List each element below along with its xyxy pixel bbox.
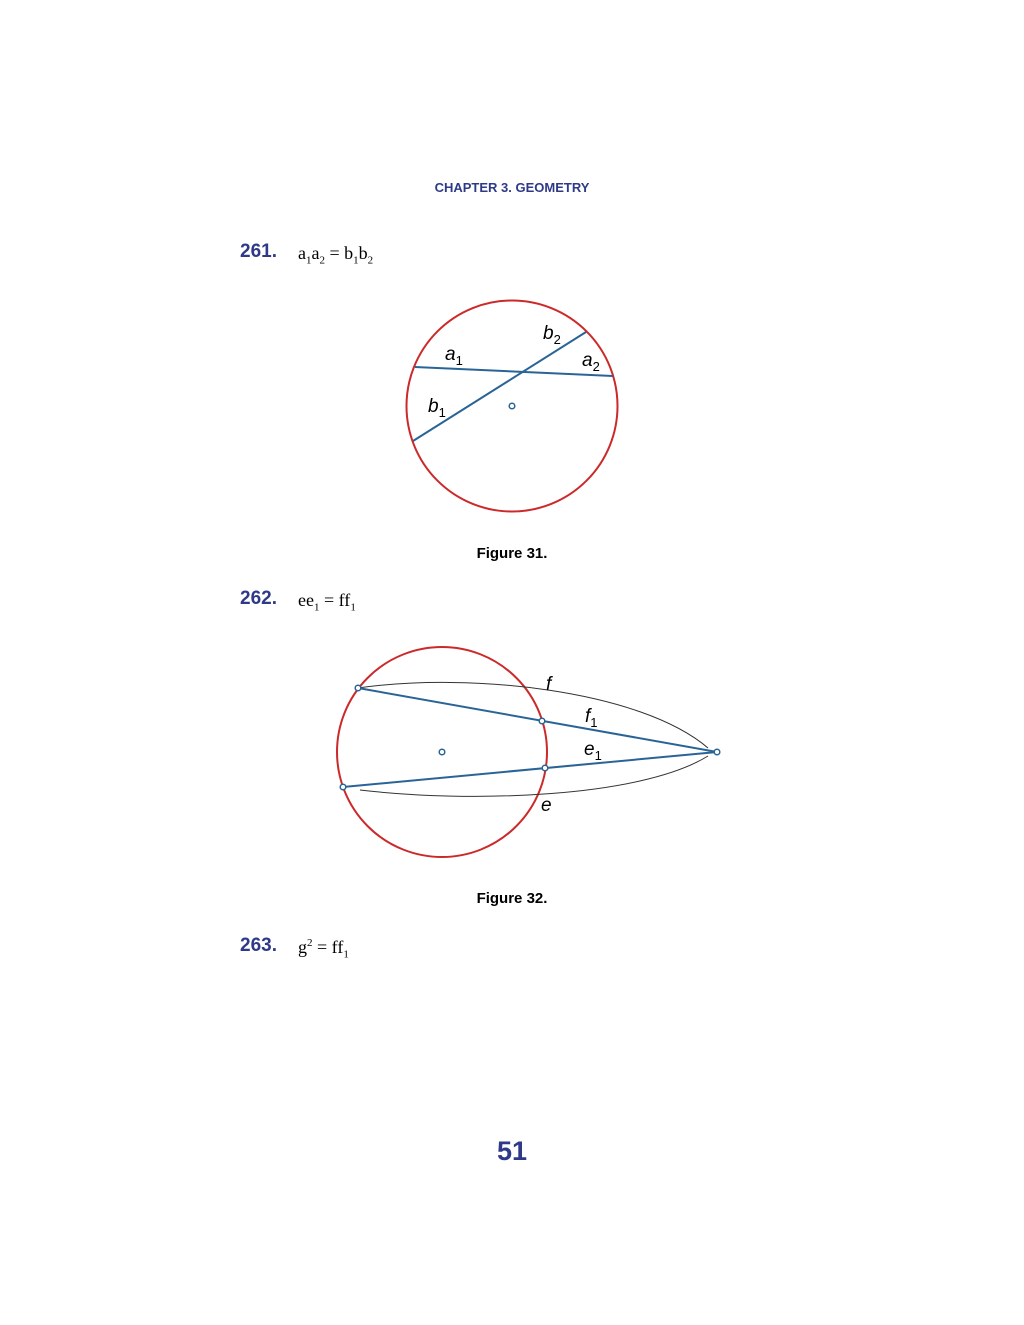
label-e1: $e_1$ [584, 739, 602, 763]
page-number: 51 [496, 1136, 528, 1166]
problem-number: 262. [240, 588, 277, 609]
center-point [439, 749, 445, 755]
figure-31-caption: Figure 31. [476, 545, 548, 562]
point-f-far [355, 685, 361, 691]
arc-e [360, 756, 708, 796]
label-f1: $f_1$ [585, 706, 598, 730]
formula-263: $g^2 = ff_1$ [298, 937, 349, 961]
figure-32-caption: Figure 32. [476, 890, 548, 907]
label-f: f [546, 674, 552, 695]
problem-number: 261. [240, 241, 277, 262]
problem-number: 263. [240, 935, 277, 956]
formula-261: $a_1a_2 = b_1b_2$ [298, 243, 374, 267]
label-a2: $a_2$ [582, 350, 600, 374]
point-e-near [542, 765, 548, 771]
secant-f [358, 688, 717, 752]
external-point [714, 749, 720, 755]
label-e: e [541, 795, 552, 816]
formula-262: $ee_1 = ff_1$ [298, 590, 356, 614]
secant-e [343, 752, 717, 787]
arc-f [358, 682, 708, 748]
chapter-header: CHAPTER 3. GEOMETRY [434, 180, 590, 195]
point-f-near [539, 718, 545, 724]
label-b1: $b_1$ [428, 396, 446, 420]
point-e-far [340, 784, 346, 790]
problem-263 [240, 935, 277, 957]
label-a1: $a_1$ [445, 344, 463, 368]
label-b2: $b_2$ [543, 323, 561, 347]
